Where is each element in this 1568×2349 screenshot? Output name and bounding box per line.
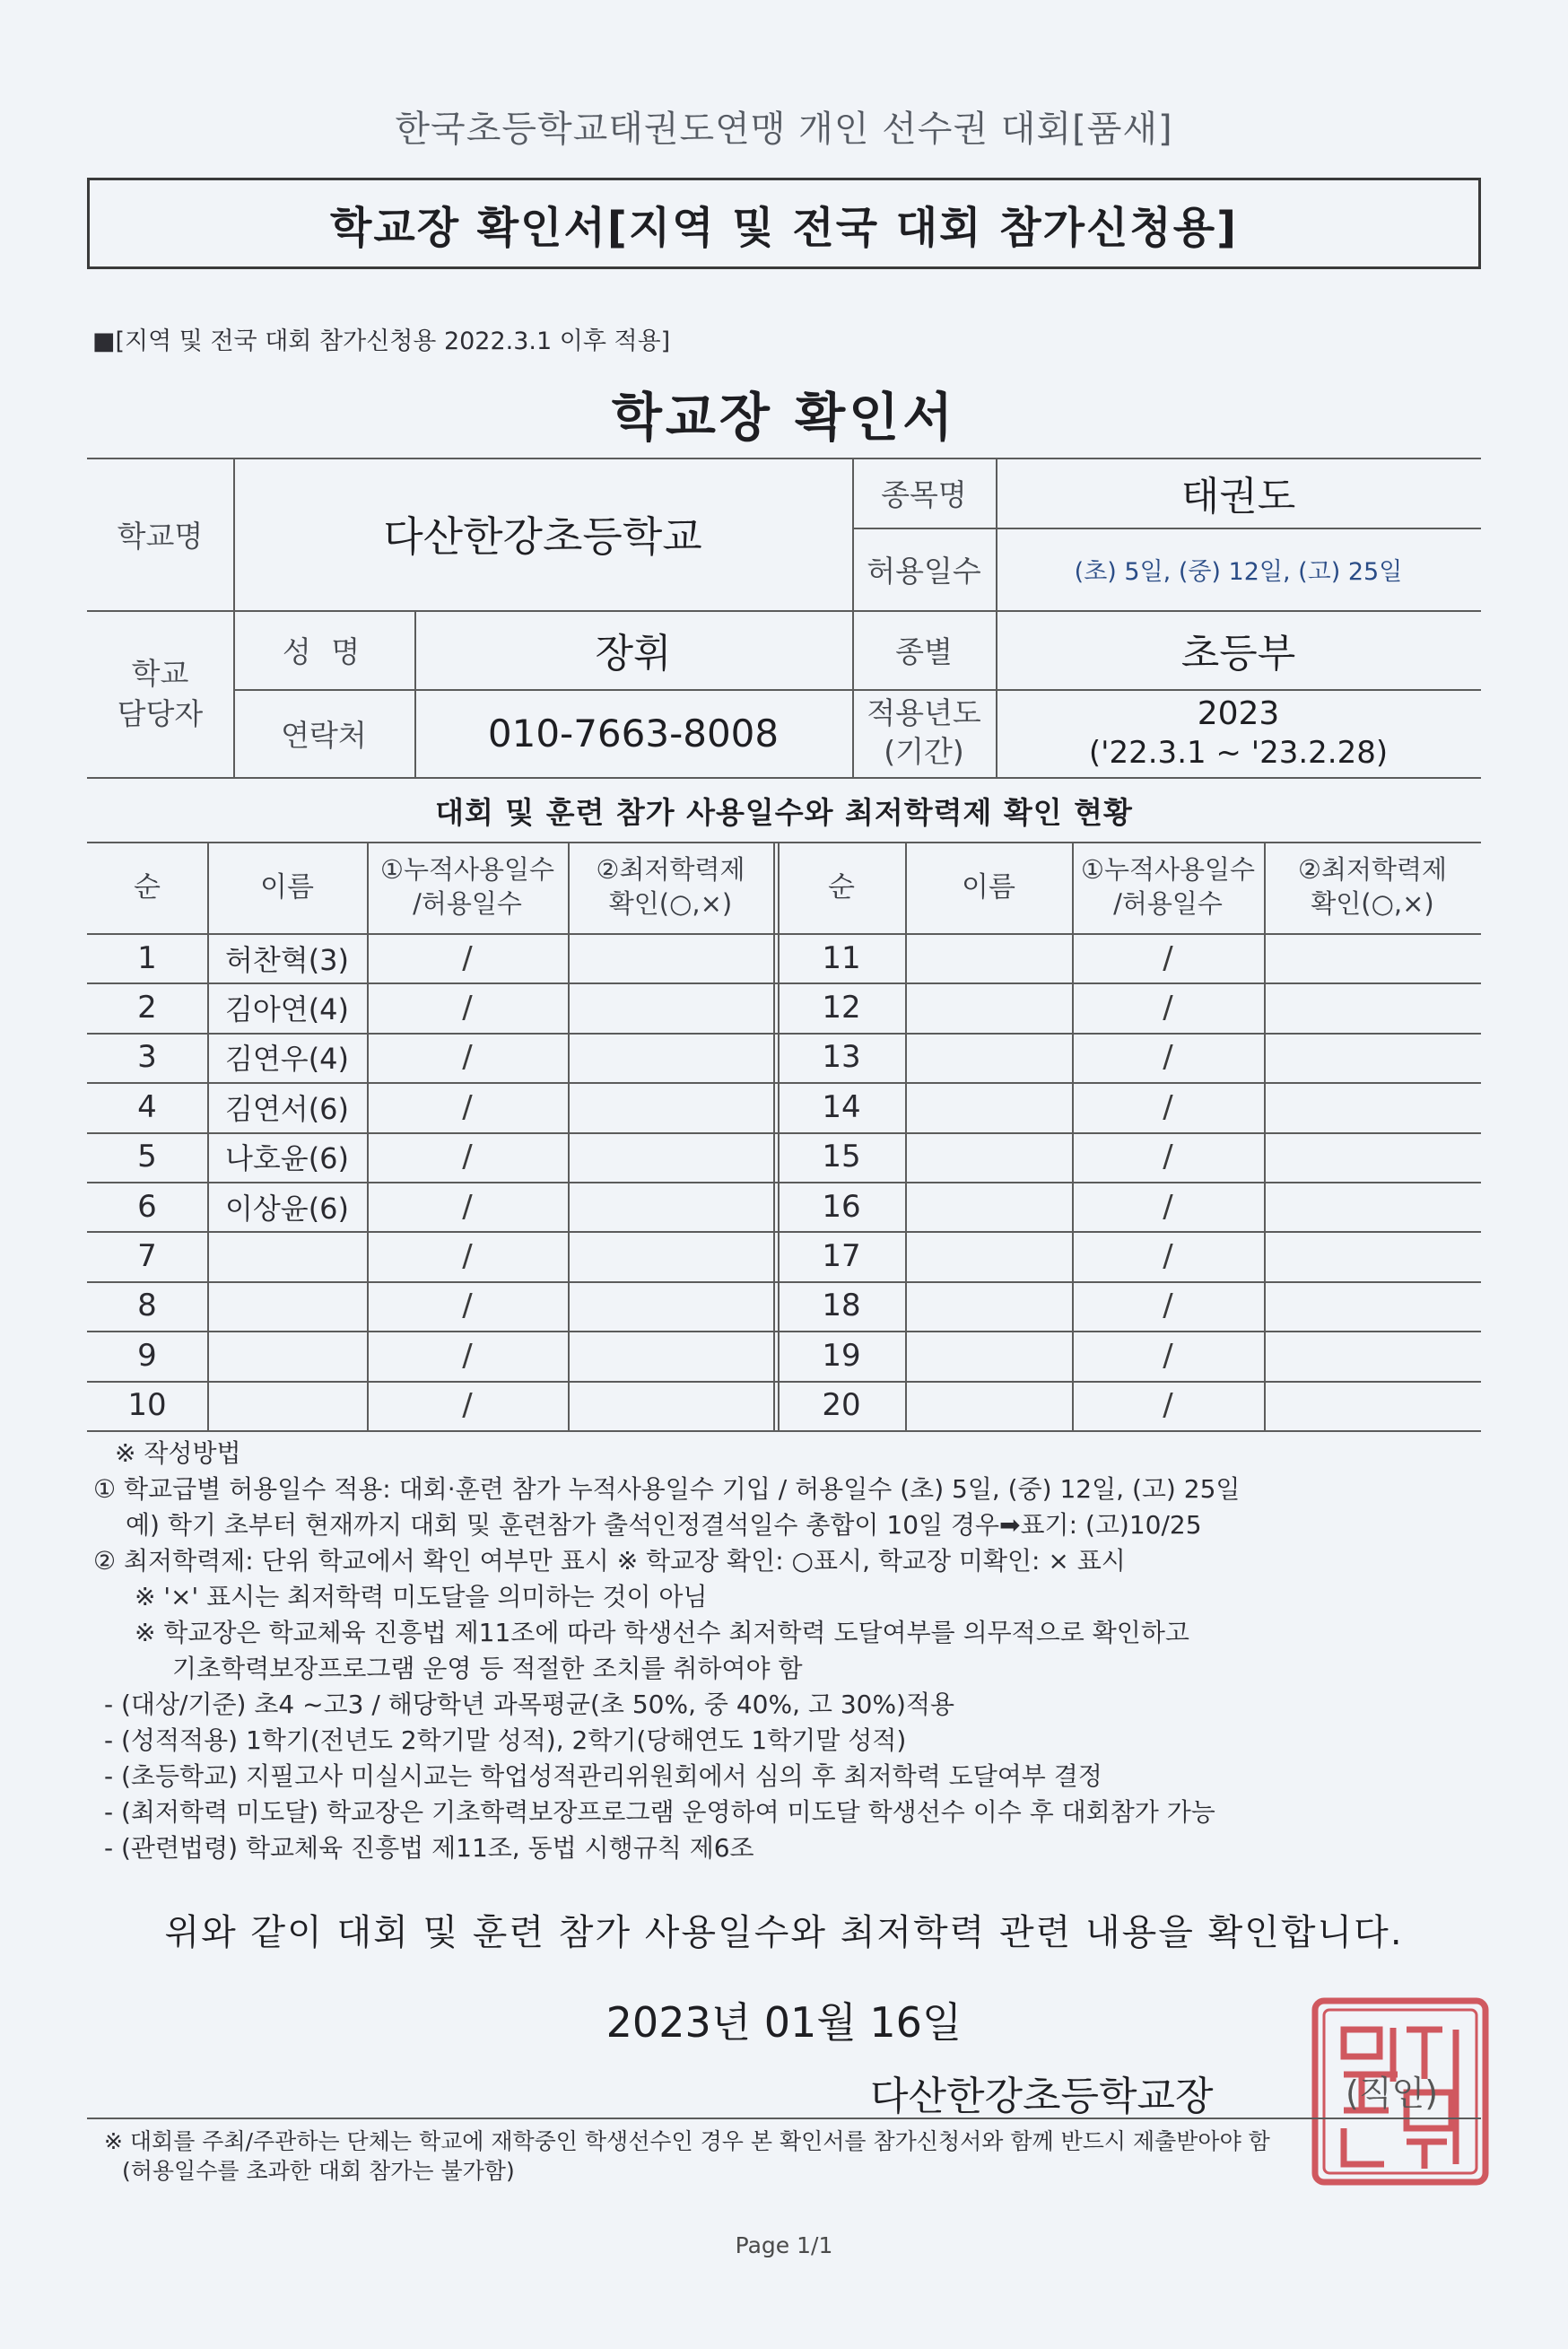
writing-instructions (93, 1436, 1493, 1866)
days-slash: / (462, 1337, 473, 1374)
grid-header-days-left: ①누적사용일수 /허용일수 (379, 854, 555, 919)
student-name (207, 1281, 367, 1331)
days-slash: / (462, 1288, 473, 1324)
school-staff-label: 학교 담당자 (117, 656, 204, 731)
page-number: Page 1/1 (735, 2232, 833, 2258)
student-name (905, 933, 1072, 982)
document-title: 학교장 확인서 (611, 387, 957, 448)
row-number: 18 (822, 1288, 861, 1324)
participant-grid (87, 842, 1481, 1425)
student-name (905, 1182, 1072, 1231)
days-slash: / (462, 939, 473, 976)
note-line: 예) 학기 초부터 현재까지 대회 및 훈련참가 출석인정결석일수 총합이 10일 경우➡표기: (고)10/25 (126, 1510, 1202, 1540)
category-value: 초등부 (1180, 631, 1296, 677)
grid-header-days-right: ①누적사용일수 /허용일수 (1080, 854, 1256, 919)
check-cell (568, 1033, 773, 1082)
check-cell (568, 1331, 773, 1380)
student-name (905, 982, 1072, 1032)
row-number: 1 (137, 939, 157, 976)
check-cell (568, 1082, 773, 1131)
student-name: 김연우(4) (224, 1042, 350, 1077)
check-cell (1264, 1132, 1481, 1182)
row-number: 12 (822, 990, 861, 1026)
student-name (207, 1381, 367, 1430)
row-number: 9 (137, 1337, 157, 1374)
staff-name-label: 성 명 (282, 633, 366, 669)
footer-note-line: (허용일수를 초과한 대회 참가는 불가함) (122, 2158, 515, 2184)
year-label: 적용년도 (기간) (867, 695, 981, 769)
check-cell (1264, 1082, 1481, 1131)
row-number: 8 (137, 1288, 157, 1324)
check-cell (1264, 1331, 1481, 1380)
row-number: 5 (137, 1139, 157, 1175)
student-name (207, 1331, 367, 1380)
grid-header-check-right: ②최저학력제 확인(○,×) (1297, 854, 1448, 919)
check-cell (568, 1182, 773, 1231)
check-cell (1264, 1182, 1481, 1231)
check-cell (568, 982, 773, 1032)
application-notice: ■[지역 및 전국 대회 참가신청용 2022.3.1 이후 적용] (92, 327, 671, 355)
days-slash: / (462, 1088, 473, 1125)
days-slash: / (1163, 939, 1173, 976)
check-cell (1264, 1381, 1481, 1430)
footer-note-line: ※ 대회를 주최/주관하는 단체는 학교에 재학중인 학생선수인 경우 본 확인서를 참가신청서와 함께 반드시 제출받아야 함 (104, 2128, 1270, 2154)
days-slash: / (462, 990, 473, 1026)
status-section-title: 대회 및 훈련 참가 사용일수와 최저학력제 확인 현황 (435, 795, 1133, 830)
row-number: 17 (822, 1238, 861, 1275)
category-label: 종별 (895, 633, 953, 669)
student-name (905, 1381, 1072, 1430)
note-line: - (성적적용) 1학기(전년도 2학기말 성적), 2학기(당해연도 1학기말 성적) (104, 1725, 907, 1755)
row-number: 16 (822, 1188, 861, 1225)
school-name-label: 학교명 (117, 518, 204, 554)
grid-header-name-right: 이름 (962, 870, 1015, 904)
days-slash: / (462, 1139, 473, 1175)
row-number: 20 (822, 1387, 861, 1424)
allowed-days-value: (초) 5일, (중) 12일, (고) 25일 (1074, 557, 1403, 586)
seal-label: (직인) (1346, 2074, 1439, 2113)
confirmation-statement: 위와 같이 대회 및 훈련 참가 사용일수와 최저학력 관련 내용을 확인합니다. (164, 1912, 1404, 1953)
student-name (905, 1281, 1072, 1331)
check-cell (1264, 1033, 1481, 1082)
staff-name-value: 장휘 (595, 631, 672, 677)
grid-header-check-left: ②최저학력제 확인(○,×) (596, 854, 745, 919)
row-number: 19 (822, 1337, 861, 1374)
check-cell (1264, 1231, 1481, 1280)
grid-header-no-left: 순 (134, 870, 161, 904)
days-slash: / (1163, 1188, 1173, 1225)
days-slash: / (1163, 1387, 1173, 1424)
footer-note (104, 2126, 1468, 2186)
days-slash: / (1163, 1139, 1173, 1175)
student-name: 김아연(4) (224, 992, 350, 1027)
note-line: - (초등학교) 지필고사 미실시교는 학업성적관리위원회에서 심의 후 최저학력 도달여부 결정 (104, 1761, 1102, 1791)
student-name (905, 1331, 1072, 1380)
note-line: ※ '×' 표시는 최저학력 미도달을 의미하는 것이 아님 (135, 1582, 708, 1611)
check-cell (568, 1132, 773, 1182)
grid-header-name-left: 이름 (260, 870, 314, 904)
row-number: 15 (822, 1139, 861, 1175)
days-slash: / (462, 1238, 473, 1275)
allowed-days-label: 허용일수 (867, 553, 981, 589)
days-slash: / (462, 1188, 473, 1225)
note-line: ※ 학교장은 학교체육 진흥법 제11조에 따라 학생선수 최저학력 도달여부를 의무적으로 확인하고 (135, 1618, 1189, 1647)
note-line: - (관련법령) 학교체육 진흥법 제11조, 동법 시행규칙 제6조 (104, 1833, 754, 1863)
student-name (905, 1082, 1072, 1131)
days-slash: / (1163, 1337, 1173, 1374)
check-cell (568, 1231, 773, 1280)
check-cell (568, 933, 773, 982)
contact-value: 010-7663-8008 (487, 711, 780, 755)
row-number: 13 (822, 1039, 861, 1076)
note-line: - (대상/기준) 초4 ~고3 / 해당학년 과목평균(초 50%, 중 40%, 고 30%)적용 (104, 1690, 955, 1719)
row-number: 2 (137, 990, 157, 1026)
row-number: 4 (137, 1088, 157, 1125)
row-number: 10 (127, 1387, 167, 1424)
days-slash: / (1163, 1288, 1173, 1324)
note-line: - (최저학력 미도달) 학교장은 기초학력보장프로그램 운영하여 미도달 학생선수 이수 후 대회참가 가능 (104, 1797, 1215, 1827)
student-name: 허찬혁(3) (224, 942, 350, 977)
sport-value: 태권도 (1180, 474, 1296, 520)
row-number: 14 (822, 1088, 861, 1125)
principal-title: 다산한강초등학교장 (870, 2074, 1214, 2119)
days-slash: / (1163, 1238, 1173, 1275)
sport-label: 종목명 (881, 476, 967, 512)
days-slash: / (1163, 990, 1173, 1026)
note-heading: ※ 작성방법 (115, 1438, 241, 1468)
school-name-value: 다산한강초등학교 (383, 512, 702, 561)
contact-label: 연락처 (281, 717, 367, 753)
row-number: 11 (822, 939, 861, 976)
days-slash: / (1163, 1039, 1173, 1076)
student-name: 이상윤(6) (224, 1191, 350, 1226)
student-name (905, 1132, 1072, 1182)
row-number: 3 (137, 1039, 157, 1076)
document-box-title: 학교장 확인서[지역 및 전국 대회 참가신청용] (87, 178, 1481, 269)
check-cell (568, 1381, 773, 1430)
footer-divider (87, 2118, 1481, 2119)
note-line: ① 학교급별 허용일수 적용: 대회·훈련 참가 누적사용일수 기입 / 허용일수 (초) 5일, (중) 12일, (고) 25일 (93, 1474, 1241, 1504)
row-number: 7 (137, 1238, 157, 1275)
check-cell (1264, 933, 1481, 982)
days-slash: / (462, 1387, 473, 1424)
note-line: ② 최저학력제: 단위 학교에서 확인 여부만 표시 ※ 학교장 확인: ○표시, 학교장 미확인: × 표시 (93, 1546, 1126, 1576)
note-line: 기초학력보장프로그램 운영 등 적절한 조치를 취하여야 함 (172, 1654, 803, 1683)
school-info-table (87, 458, 1481, 779)
student-name: 김연서(6) (224, 1091, 350, 1126)
student-name (905, 1033, 1072, 1082)
grid-header-no-right: 순 (828, 870, 855, 904)
days-slash: / (462, 1039, 473, 1076)
check-cell (1264, 982, 1481, 1032)
year-value: 2023 (1197, 695, 1280, 733)
row-number: 6 (137, 1188, 157, 1225)
student-name (207, 1231, 367, 1280)
period-value: ('22.3.1 ~ '23.2.28) (1088, 735, 1389, 772)
days-slash: / (1163, 1088, 1173, 1125)
check-cell (568, 1281, 773, 1331)
issue-date: 2023년 01월 16일 (605, 1998, 963, 2047)
student-name: 나호윤(6) (224, 1141, 350, 1176)
check-cell (1264, 1281, 1481, 1331)
student-name (905, 1231, 1072, 1280)
organization-title: 한국초등학교태권도연맹 개인 선수권 대회[품새] (395, 109, 1173, 150)
